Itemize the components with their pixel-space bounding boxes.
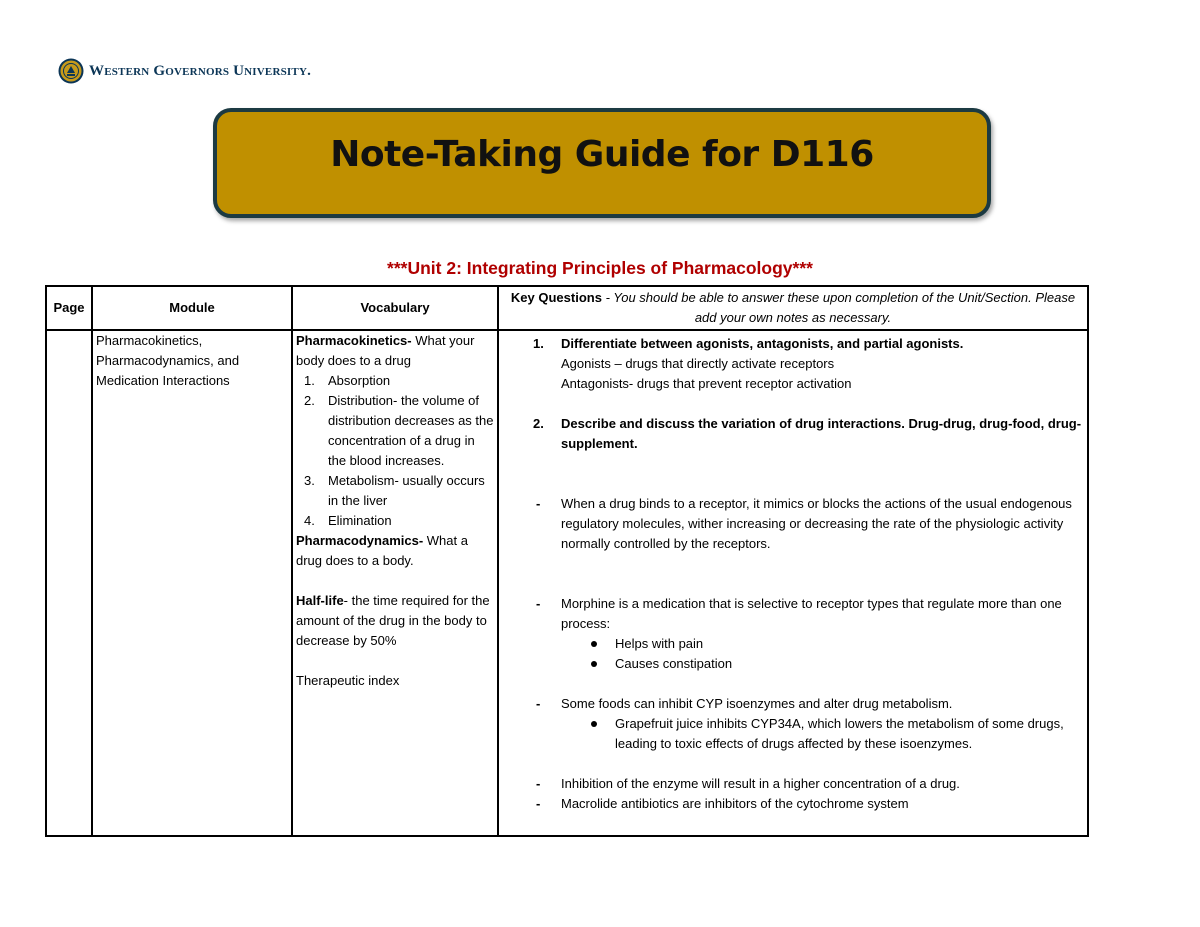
list-item: [296, 391, 494, 471]
question-1: [502, 334, 1084, 354]
dash-marker: -: [536, 796, 541, 811]
list-text: Elimination: [328, 513, 392, 528]
note-item: [502, 774, 1084, 794]
page-title: Note-Taking Guide for D116: [330, 133, 874, 175]
question-number: 2.: [533, 416, 544, 431]
note-text: Macrolide antibiotics are inhibitors of the cytochrome system: [561, 796, 909, 811]
list-item: [296, 471, 494, 511]
note-item: [502, 794, 1084, 814]
note-text: Morphine is a medication that is selective to receptor types that regulate more than one process:: [561, 596, 1062, 631]
bullet-dot: [591, 641, 597, 647]
note-text: When a drug binds to a receptor, it mimics or blocks the actions of the usual endogenous regulatory molecules, wither increasing or decreasing the rate of the physiologic activity normally controlled by the receptors.: [561, 496, 1072, 551]
list-text: Metabolism- usually occurs in the liver: [328, 473, 485, 508]
note-item: [502, 494, 1084, 554]
header-page: Page: [46, 286, 92, 330]
list-item: [296, 371, 494, 391]
page-cell: [46, 330, 92, 836]
dash-marker: -: [536, 696, 541, 711]
vocab-term: Pharmacokinetics-: [296, 333, 412, 348]
list-text: Distribution- the volume of distribution decreases as the concentration of a drug in the blood increases.: [328, 393, 494, 468]
module-line: Pharmacokinetics,: [96, 333, 203, 348]
vocabulary-cell: [292, 330, 498, 836]
vocab-pharmacodynamics: [296, 531, 494, 571]
vocab-definition: - the time required for the amount of the drug in the body to decrease by 50%: [296, 593, 490, 648]
bullet-dot: [591, 661, 597, 667]
bullet-text: Causes constipation: [615, 656, 733, 671]
key-questions-note: - You should be able to answer these upon completion of the Unit/Section. Please add your own notes as necessary.: [601, 290, 1076, 325]
note-text: Some foods can inhibit CYP isoenzymes and alter drug metabolism.: [561, 696, 953, 711]
sub-bullet: [502, 654, 1084, 674]
table-header-row: [46, 286, 1088, 330]
list-number: 4.: [304, 513, 315, 528]
title-banner: [213, 108, 991, 218]
module-cell: [92, 330, 292, 836]
sub-bullet: [502, 714, 1084, 754]
dash-marker: -: [536, 596, 541, 611]
wgu-seal-icon: [58, 58, 84, 84]
module-line: Medication Interactions: [96, 373, 230, 388]
bullet-text: Grapefruit juice inhibits CYP34A, which lowers the metabolism of some drugs, leading to toxic effects of drugs affected by these isoenzymes.: [615, 716, 1064, 751]
notes-table: [45, 285, 1089, 837]
header-module: Module: [92, 286, 292, 330]
vocab-definition: What a drug does to a body.: [296, 533, 468, 568]
list-number: 3.: [304, 473, 315, 488]
bullet-text: Helps with pain: [615, 636, 704, 651]
key-questions-cell: [498, 330, 1088, 836]
unit-title: ***Unit 2: Integrating Principles of Pharmacology***: [387, 258, 813, 278]
question-text: Differentiate between agonists, antagonists, and partial agonists.: [561, 336, 964, 351]
note-text: Inhibition of the enzyme will result in a higher concentration of a drug.: [561, 776, 960, 791]
module-line: Pharmacodynamics, and: [96, 353, 240, 368]
vocab-pharmacokinetics: [296, 331, 494, 371]
wgu-logo: [58, 57, 311, 85]
note-item: [502, 594, 1084, 634]
header-vocabulary: Vocabulary: [292, 286, 498, 330]
answer-line: Agonists – drugs that directly activate receptors: [561, 356, 835, 371]
vocab-definition: What your body does to a drug: [296, 333, 475, 368]
bullet-dot: [591, 721, 597, 727]
sub-bullet: [502, 634, 1084, 654]
table-row: [46, 330, 1088, 836]
vocab-therapeutic-index: Therapeutic index: [296, 673, 400, 688]
dash-marker: -: [536, 776, 541, 791]
question-2: [502, 414, 1084, 454]
pk-list: [296, 371, 494, 531]
header-key-questions: [498, 286, 1088, 330]
question-text: Describe and discuss the variation of drug interactions. Drug-drug, drug-food, drug-supplement.: [561, 416, 1082, 451]
list-number: 2.: [304, 393, 315, 408]
answer-line: Antagonists- drugs that prevent receptor activation: [561, 376, 852, 391]
vocab-half-life: [296, 591, 494, 651]
key-questions-label: Key Questions: [510, 290, 602, 305]
list-number: 1.: [304, 373, 315, 388]
question-number: 1.: [533, 336, 544, 351]
list-text: Absorption: [328, 373, 391, 388]
vocab-term: Half-life: [296, 593, 344, 608]
note-item: [502, 694, 1084, 714]
logo-text: Western Governors University.: [89, 62, 312, 79]
list-item: [296, 511, 494, 531]
dash-marker: -: [536, 496, 541, 511]
vocab-term: Pharmacodynamics-: [296, 533, 424, 548]
